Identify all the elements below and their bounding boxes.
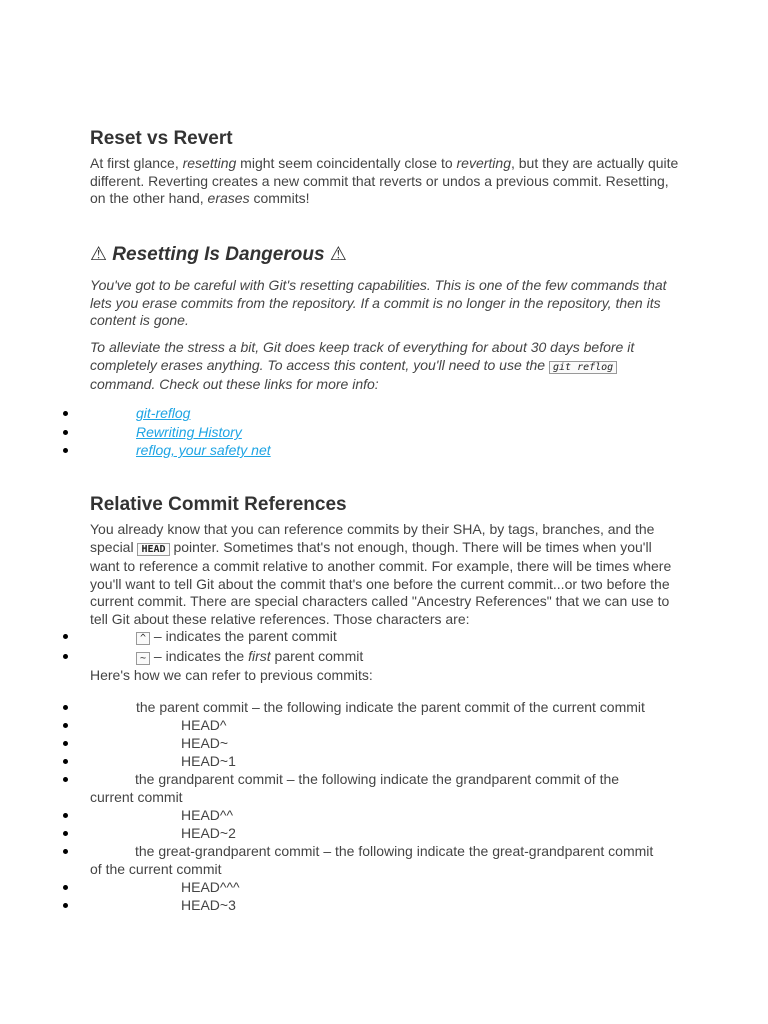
resetting-warning-paragraph: You've got to be careful with Git's resetting capabilities. This is one of the few commands that lets you erase commits from the repository. If a commit is no longer in the repository, then its content is gone. [90, 277, 667, 328]
list-item: HEAD~2 [181, 825, 236, 841]
list-item: the parent commit – the following indicate the parent commit of the current commit [136, 699, 645, 715]
list-item: ^ – indicates the parent commit [136, 628, 337, 648]
heading-relative-commit-references: Relative Commit References [90, 494, 347, 515]
link-rewriting-history[interactable]: Rewriting History [136, 424, 242, 440]
link-reflog-safety-net[interactable]: reflog, your safety net [136, 442, 271, 458]
list-item: HEAD^^^ [181, 879, 240, 895]
bullet-icon [63, 739, 71, 747]
bullet-icon [63, 632, 71, 640]
reflog-paragraph: To alleviate the stress a bit, Git does keep track of everything for about 30 days before it completely erases anything. To access this content, you'll need to use the git reflog command. Check out these links for more info: [90, 339, 635, 392]
tilde-code: ~ [136, 652, 150, 665]
heading-resetting-dangerous: ⚠ Resetting Is Dangerous ⚠ [90, 244, 347, 265]
previous-commits-paragraph: Here's how we can refer to previous commits: [90, 667, 373, 683]
bullet-icon [63, 883, 71, 891]
list-item: the grandparent commit – the following indicate the grandparent commit of the current commit [90, 771, 620, 805]
list-item [136, 442, 271, 460]
bullet-icon [63, 829, 71, 837]
bullet-icon [63, 652, 71, 660]
bullet-icon [63, 811, 71, 819]
bullet-icon [63, 703, 71, 711]
list-item [136, 405, 190, 423]
git-reflog-code: git reflog [549, 361, 617, 374]
bullet-icon [63, 901, 71, 909]
list-item: HEAD~ [181, 735, 229, 751]
bullet-icon [63, 721, 71, 729]
list-item: HEAD~1 [181, 753, 236, 769]
list-item: HEAD^ [181, 717, 227, 733]
bullet-icon [63, 775, 71, 783]
list-item [136, 424, 242, 442]
relative-references-paragraph: You already know that you can reference commits by their SHA, by tags, branches, and the special HEAD pointer. Sometimes that's not enough, though. There will be times when you'll want to reference a commit relative to another commit. For example, there will be times where you'll want to tell Git about the commit that's one before the current commit...or two before the current commit. There are special characters called "Ancestry References" that we can use to tell Git about these relative references. Those characters are: [90, 521, 672, 627]
list-item: HEAD^^ [181, 807, 234, 823]
caret-code: ^ [136, 632, 150, 645]
bullet-icon [63, 847, 71, 855]
link-git-reflog[interactable]: git-reflog [136, 405, 191, 421]
list-item: the great-grandparent commit – the following indicate the great-grandparent commit of the current commit [90, 843, 654, 877]
bullet-icon [63, 446, 71, 454]
heading-reset-vs-revert: Reset vs Revert [90, 128, 233, 149]
bullet-icon [63, 428, 71, 436]
reset-vs-revert-paragraph: At first glance, resetting might seem coincidentally close to reverting, but they are actually quite different. Reverting creates a new commit that reverts or undos a previous commit. Resetting, on the other hand, erases commits! [90, 155, 679, 206]
list-item: ~ – indicates the first parent commit [136, 648, 363, 668]
list-item: HEAD~3 [181, 897, 236, 913]
bullet-icon [63, 757, 71, 765]
bullet-icon [63, 409, 71, 417]
head-code: HEAD [137, 543, 169, 556]
